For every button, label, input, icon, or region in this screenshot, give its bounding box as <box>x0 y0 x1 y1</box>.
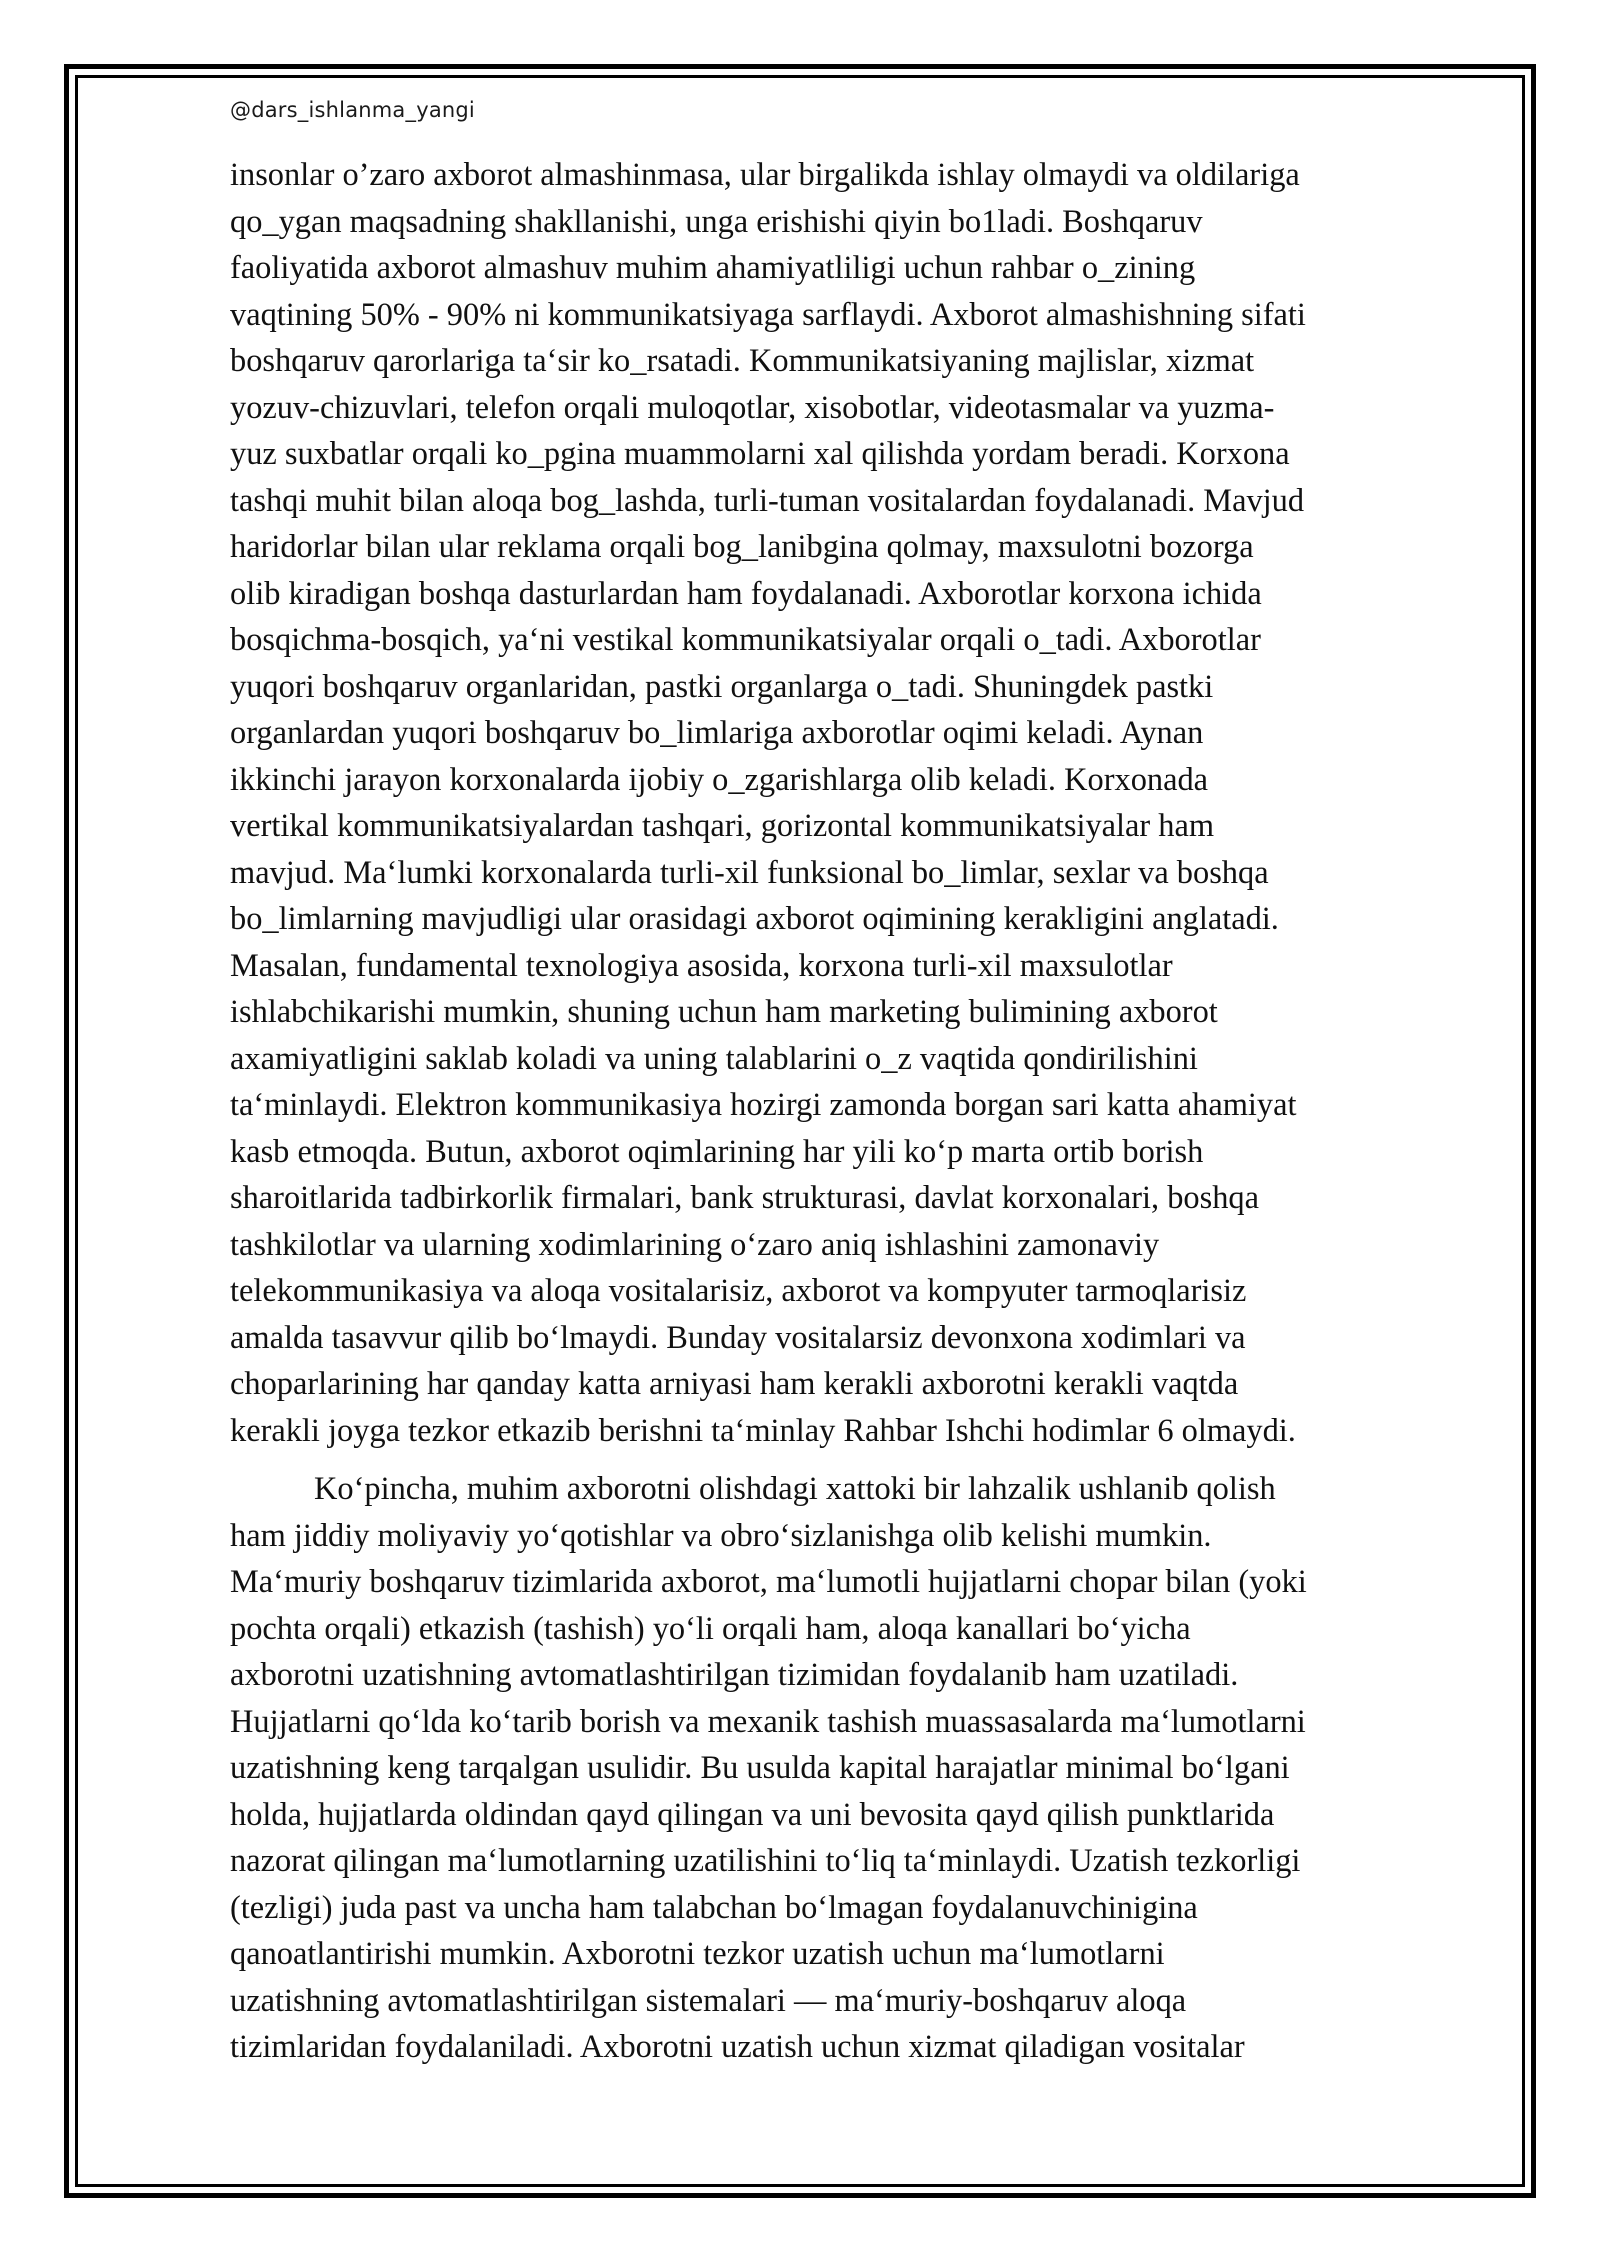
text-line: yuz suxbatlar orqali ko_pgina muammolarni xal qilishda yordam beradi. Korxona <box>230 436 1290 472</box>
text-line: vertikal kommunikatsiyalardan tashqari, gorizontal kommunikatsiyalar ham <box>230 808 1215 844</box>
text-line: faoliyatida axborot almashuv muhim ahamiyatliligi uchun rahbar o_zining <box>230 250 1196 286</box>
text-line: qo_ygan maqsadning shakllanishi, unga erishishi qiyin bo1ladi. Boshqaruv <box>230 203 1203 240</box>
text-line: (tezligi) juda past va uncha ham talabchan bo‘lmagan foydalanuvchinigina <box>230 1889 1198 1926</box>
text-line: Ko‘pincha, muhim axborotni olishdagi xattoki bir lahzalik ushlanib qolish <box>314 1471 1276 1507</box>
text-line: sharoitlarida tadbirkorlik firmalari, bank strukturasi, davlat korxonalari, boshqa <box>230 1180 1260 1216</box>
text-line: nazorat qilingan ma‘lumotlarning uzatilishini to‘liq ta‘minlaydi. Uzatish tezkorligi <box>230 1843 1301 1879</box>
text-line: holda, hujjatlarda oldindan qayd qilingan va uni bevosita qayd qilish punktlarida <box>230 1796 1275 1833</box>
paragraph-2 <box>230 1466 1492 2071</box>
text-line: bosqichma-bosqich, ya‘ni vestikal kommunikatsiyalar orqali o_tadi. Axborotlar <box>230 622 1261 658</box>
text-line: axborotni uzatishning avtomatlashtirilgan tizimidan foydalanib ham uzatiladi. <box>230 1657 1239 1693</box>
text-line: ta‘minlaydi. Elektron kommunikasiya hozirgi zamonda borgan sari katta ahamiyat <box>230 1087 1297 1123</box>
text-line: kerakli joyga tezkor etkazib berishni ta‘minlay Rahbar Ishchi hodimlar 6 olmaydi. <box>230 1412 1296 1449</box>
text-line: telekommunikasiya va aloqa vositalarisiz, axborot va kompyuter tarmoqlarisiz <box>230 1273 1247 1309</box>
text-line: pochta orqali) etkazish (tashish) yo‘li orqali ham, aloqa kanallari bo‘yicha <box>230 1610 1191 1647</box>
text-line: haridorlar bilan ular reklama orqali bog_lanibgina qolmay, maxsulotni bozorga <box>230 529 1254 565</box>
text-line: tizimlaridan foydalaniladi. Axborotni uzatish uchun xizmat qiladigan vositalar <box>230 2029 1245 2065</box>
text-line: vaqtining 50% - 90% ni kommunikatsiyaga sarflaydi. Axborot almashishning sifati <box>230 296 1306 333</box>
text-line: olib kiradigan boshqa dasturlardan ham foydalanadi. Axborotlar korxona ichida <box>230 575 1262 612</box>
text-line: Ma‘muriy boshqaruv tizimlarida axborot, ma‘lumotli hujjatlarni chopar bilan (yoki <box>230 1564 1307 1600</box>
text-line: qanoatlantirishi mumkin. Axborotni tezkor uzatish uchun ma‘lumotlarni <box>230 1936 1165 1972</box>
text-line: tashkilotlar va ularning xodimlarining o‘zaro aniq ishlashini zamonaviy <box>230 1226 1160 1263</box>
text-line: bo_limlarning mavjudligi ular orasidagi axborot oqimining kerakligini anglatadi. <box>230 901 1279 937</box>
text-line: tashqi muhit bilan aloqa bog_lashda, turli-tuman vositalardan foydalanadi. Mavjud <box>230 482 1305 519</box>
text-line: yuqori boshqaruv organlaridan, pastki organlarga o_tadi. Shuningdek pastki <box>230 668 1214 705</box>
paragraph-1 <box>230 152 1492 1454</box>
text-line: organlardan yuqori boshqaruv bo_limlariga axborotlar oqimi keladi. Aynan <box>230 715 1204 751</box>
text-line: ishlabchikarishi mumkin, shuning uchun ham marketing bulimining axborot <box>230 994 1218 1030</box>
text-line: mavjud. Ma‘lumki korxonalarda turli-xil funksional bo_limlar, sexlar va boshqa <box>230 854 1269 891</box>
text-line: yozuv-chizuvlari, telefon orqali muloqotlar, xisobotlar, videotasmalar va yuzma- <box>230 389 1275 426</box>
text-line: boshqaruv qarorlariga ta‘sir ko_rsatadi. Kommunikatsiyaning majlislar, xizmat <box>230 343 1255 379</box>
text-line: ham jiddiy moliyaviy yo‘qotishlar va obro‘sizlanishga olib kelishi mumkin. <box>230 1517 1212 1554</box>
text-line: choparlarining har qanday katta arniyasi ham kerakli axborotni kerakli vaqtda <box>230 1366 1239 1402</box>
text-line: kasb etmoqda. Butun, axborot oqimlarining har yili ko‘p marta ortib borish <box>230 1133 1204 1170</box>
text-line: uzatishning avtomatlashtirilgan sistemalari — ma‘muriy-boshqaruv aloqa <box>230 1982 1187 2019</box>
text-line: insonlar o’zaro axborot almashinmasa, ular birgalikda ishlay olmaydi va oldilariga <box>230 157 1300 193</box>
text-line: uzatishning keng tarqalgan usulidir. Bu usulda kapital harajatlar minimal bo‘lgani <box>230 1750 1290 1786</box>
text-line: Masalan, fundamental texnologiya asosida, korxona turli-xil maxsulotlar <box>230 947 1173 984</box>
text-line: amalda tasavvur qilib bo‘lmaydi. Bunday vositalarsiz devonxona xodimlari va <box>230 1319 1246 1356</box>
text-line: axamiyatligini saklab koladi va uning talablarini o_z vaqtida qondirilishini <box>230 1040 1198 1077</box>
watermark-handle: @dars_ishlanma_yangi <box>230 98 475 122</box>
text-line: Hujjatlarni qo‘lda ko‘tarib borish va mexanik tashish muassasalarda ma‘lumotlarni <box>230 1703 1306 1740</box>
document-body <box>230 152 1492 2071</box>
text-line: ikkinchi jarayon korxonalarda ijobiy o_zgarishlarga olib keladi. Korxonada <box>230 761 1209 798</box>
